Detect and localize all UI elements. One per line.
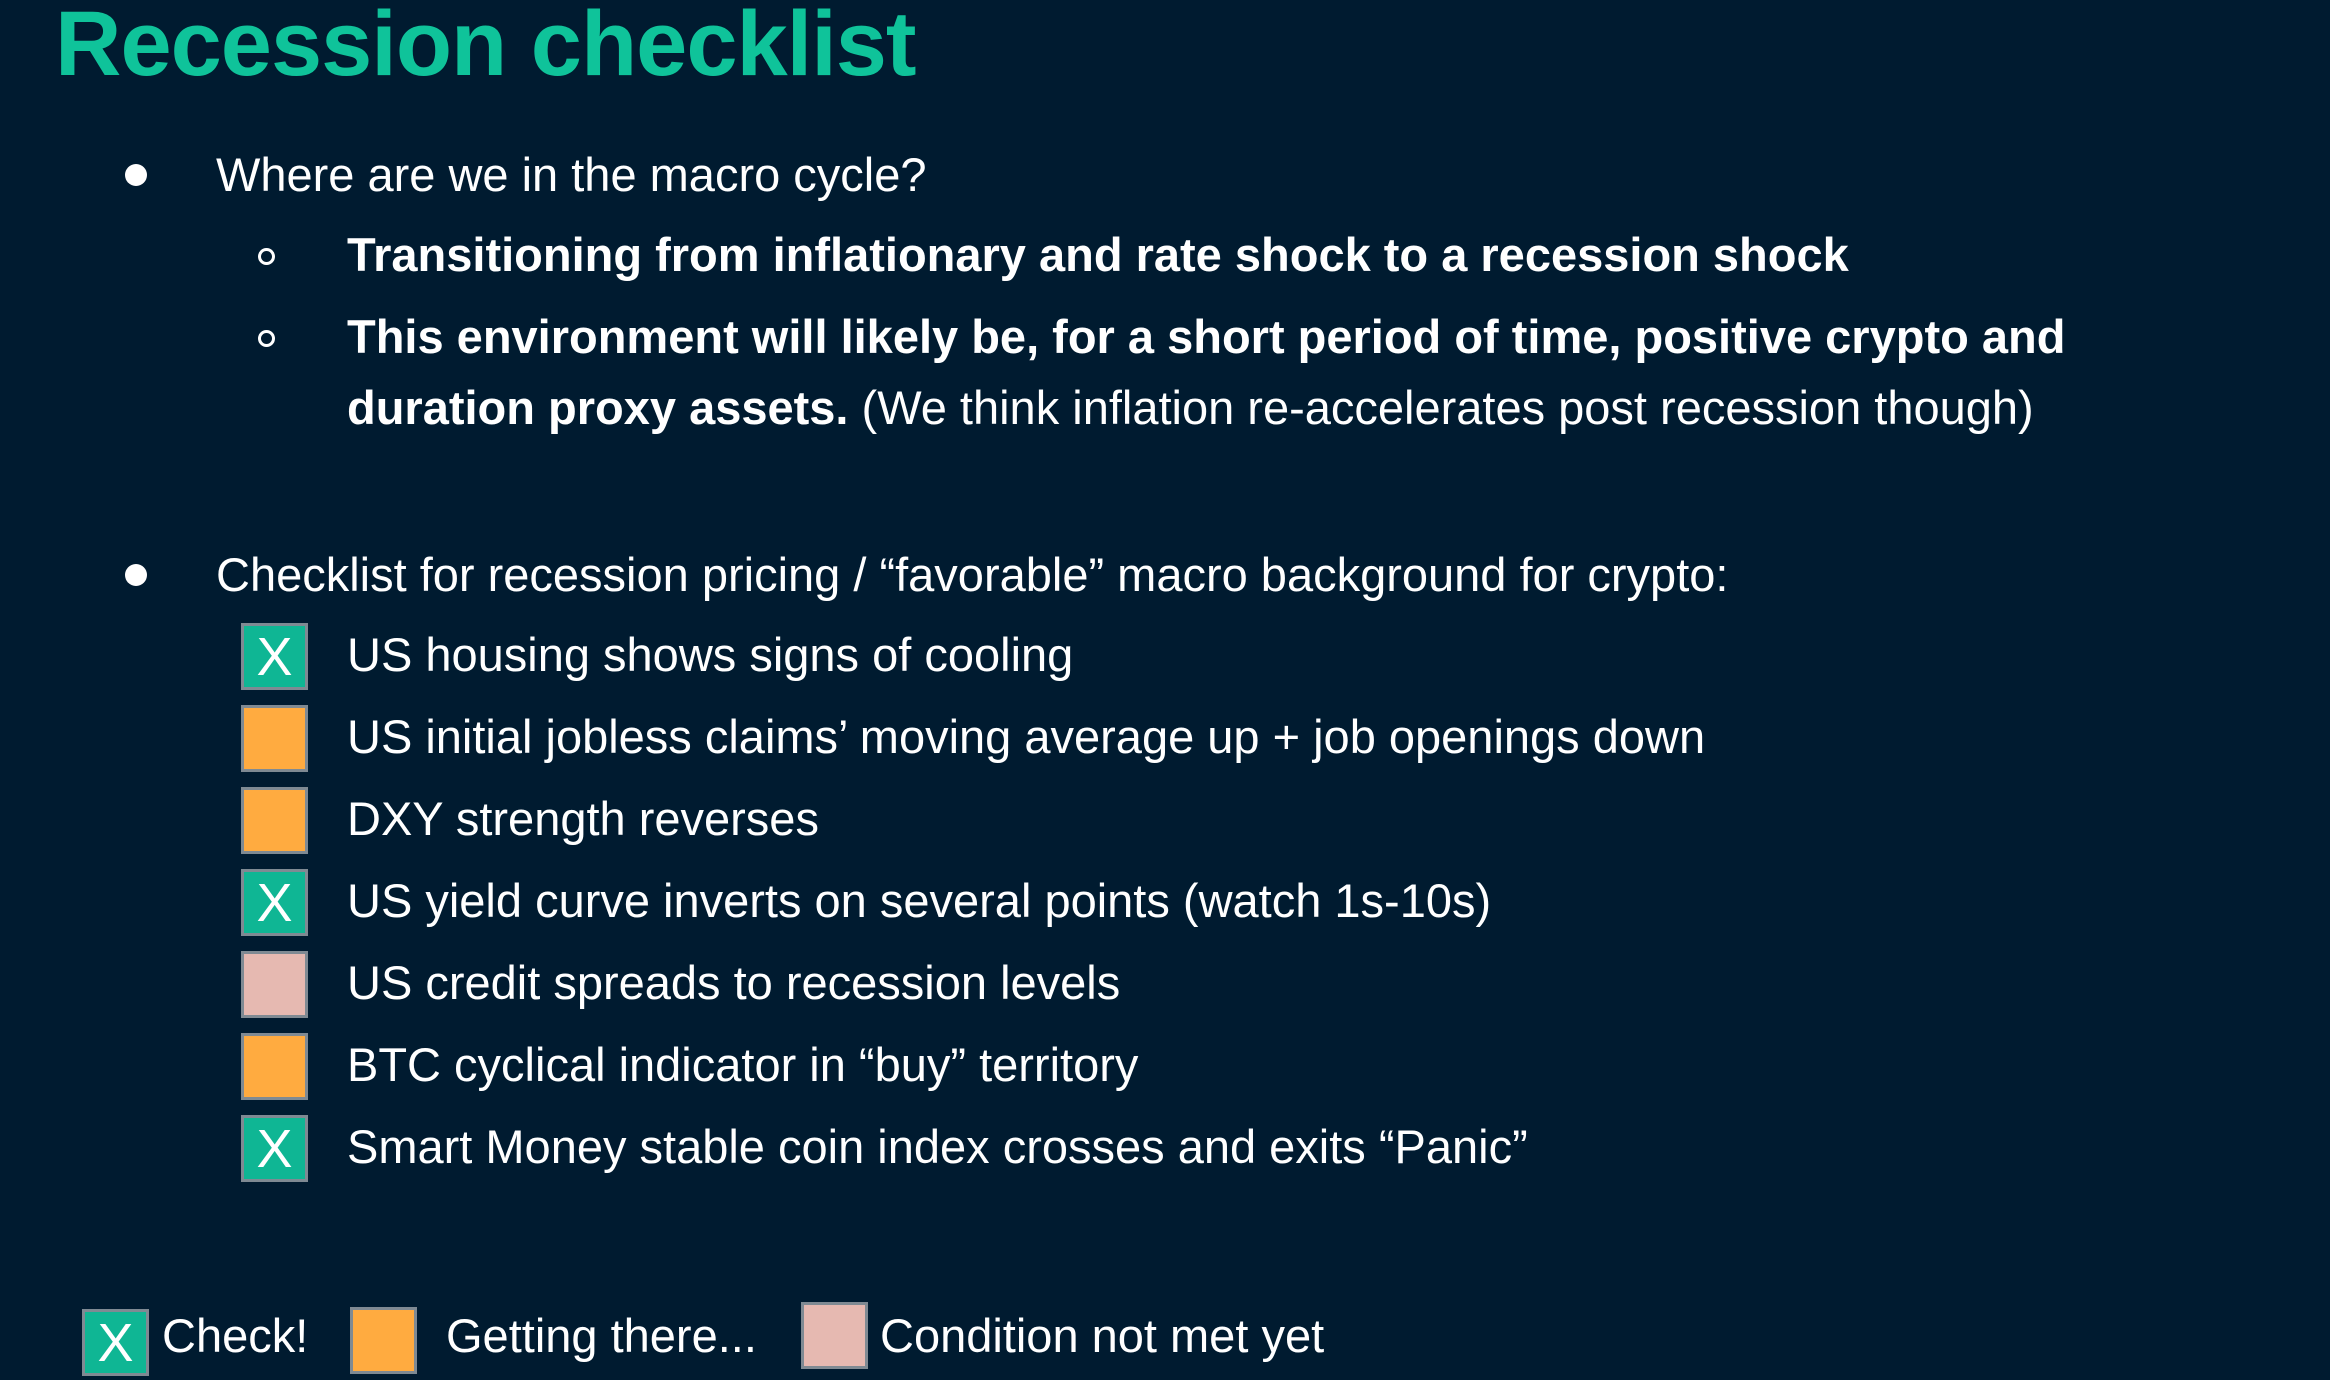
status-box-check: X: [241, 869, 308, 936]
legend-not-met-label: Condition not met yet: [880, 1309, 1325, 1362]
checklist-item-label: DXY strength reverses: [347, 792, 819, 845]
sub-bullet-icon: [258, 248, 275, 265]
section1-point2-normal: (We think inflation re-accelerates post recession though): [848, 381, 2034, 434]
checklist-item-label: US yield curve inverts on several points (watch 1s-10s): [347, 874, 1492, 927]
section1-point2-line1: This environment will likely be, for a short period of time, positive crypto and: [347, 310, 2066, 363]
legend-getting-there-box: [350, 1307, 417, 1374]
section1-question: Where are we in the macro cycle?: [216, 148, 927, 201]
section1-point2-bold: duration proxy assets.: [347, 381, 849, 434]
status-box-check: X: [241, 623, 308, 690]
legend-not-met-box: [801, 1302, 868, 1369]
status-box-getting-there: [241, 787, 308, 854]
sub-bullet-icon: [258, 330, 275, 347]
status-box-check: X: [241, 1115, 308, 1182]
legend-check-label: Check!: [162, 1309, 309, 1362]
checklist-item-label: BTC cyclical indicator in “buy” territory: [347, 1038, 1139, 1091]
bullet-icon: [125, 164, 147, 186]
checklist-item-label: Smart Money stable coin index crosses and exits “Panic”: [347, 1120, 1528, 1173]
status-box-getting-there: [241, 1033, 308, 1100]
section1-point1: Transitioning from inflationary and rate shock to a recession shock: [347, 228, 1849, 281]
bullet-icon: [125, 564, 147, 586]
section2-heading: Checklist for recession pricing / “favorable” macro background for crypto:: [216, 548, 1729, 601]
status-box-getting-there: [241, 705, 308, 772]
checklist-item-label: US initial jobless claims’ moving average up + job openings down: [347, 710, 1706, 763]
section1-point2-line2: [347, 378, 2034, 438]
legend-check-box: X: [82, 1309, 149, 1376]
status-box-not-met: [241, 951, 308, 1018]
legend-getting-there-label: Getting there...: [446, 1309, 757, 1362]
checklist-item-label: US credit spreads to recession levels: [347, 956, 1121, 1009]
page-title: Recession checklist: [55, 0, 916, 95]
checklist-item-label: US housing shows signs of cooling: [347, 628, 1074, 681]
